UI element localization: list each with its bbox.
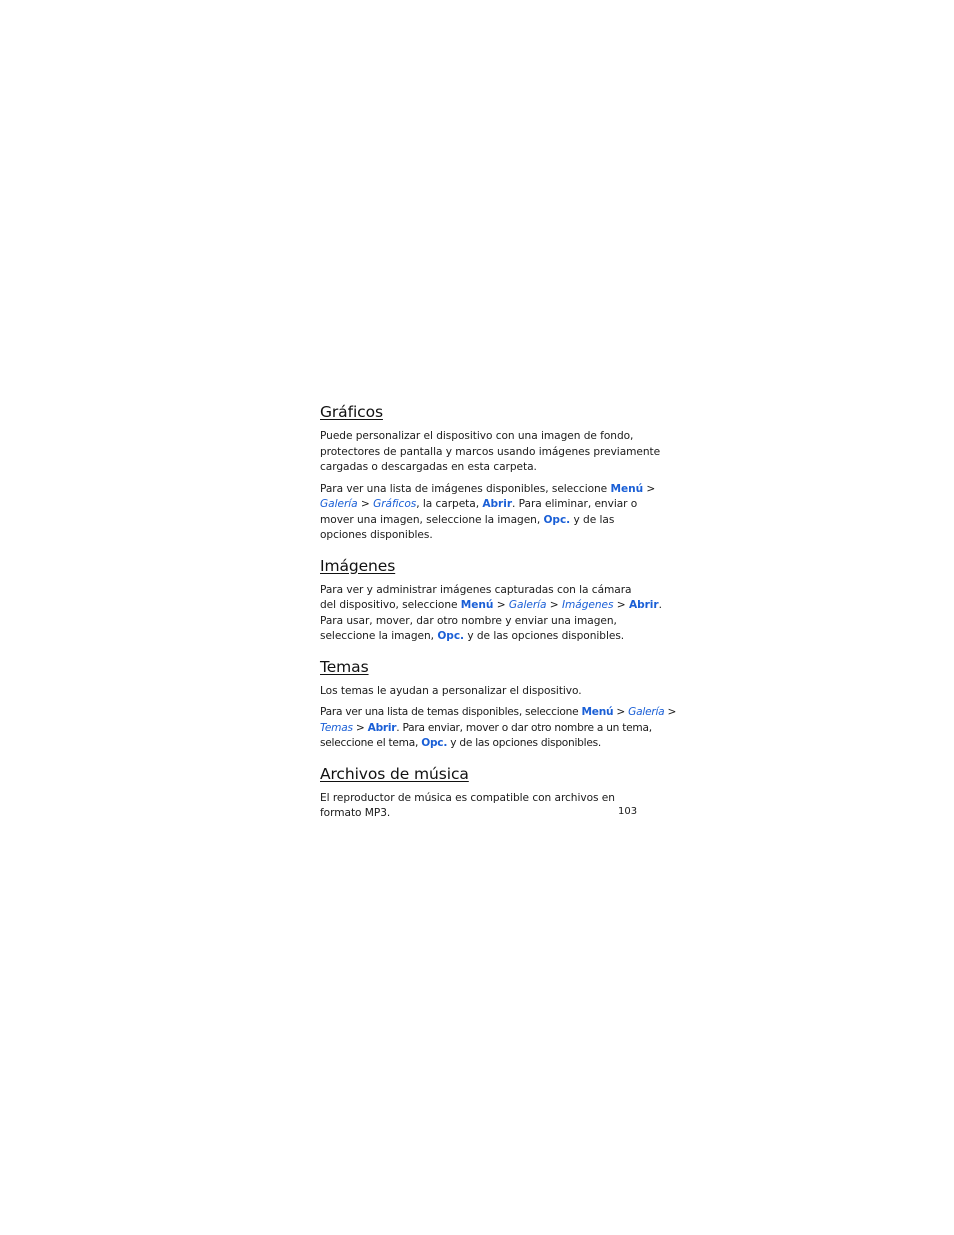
text-run: . Para eliminar, enviar o	[512, 498, 638, 510]
galeria-keyword: Galería	[628, 706, 665, 718]
temas-keyword: Temas	[320, 721, 353, 734]
menu-keyword: Menú	[610, 482, 644, 495]
text-line: Puede personalizar el dispositivo con una imagen de fondo,	[320, 430, 634, 442]
text-run: y de las	[570, 513, 615, 526]
separator: >	[357, 498, 374, 510]
paragraph	[320, 684, 636, 700]
menu-keyword: Menú	[581, 706, 614, 718]
separator: >	[664, 706, 677, 718]
text-line	[320, 721, 652, 737]
text-line: Para ver y administrar imágenes capturadas con la cámara	[320, 583, 632, 596]
separator: >	[352, 721, 368, 734]
separator: >	[613, 599, 629, 611]
text-run: y de las opciones disponibles.	[447, 737, 602, 749]
text-run: Para ver una lista de temas disponibles, seleccione	[320, 706, 582, 718]
text-line	[320, 629, 636, 645]
text-line: protectores de pantalla y marcos usando imágenes previamente	[320, 445, 661, 458]
opc-keyword: Opc.	[421, 737, 448, 749]
section-graficos	[320, 402, 661, 544]
galeria-keyword: Galería	[508, 599, 547, 611]
section-title-imagenes: Imágenes	[320, 556, 396, 575]
abrir-keyword: Abrir	[367, 721, 397, 734]
text-line	[320, 497, 636, 513]
galeria-keyword: Galería	[320, 498, 358, 510]
section-title-graficos: Gráficos	[320, 403, 383, 421]
text-line	[320, 736, 636, 752]
text-run: mover una imagen, seleccione la imagen,	[320, 513, 544, 526]
text-line	[320, 705, 677, 721]
separator: >	[613, 706, 629, 718]
section-temas	[320, 657, 677, 752]
text-line: Los temas le ayudan a personalizar el dispositivo.	[320, 684, 582, 697]
text-line	[320, 598, 662, 614]
text-run: , la carpeta,	[416, 498, 483, 510]
text-run: y de las opciones disponibles.	[464, 630, 625, 642]
paragraph	[320, 429, 661, 476]
section-title-archivos-de-musica: Archivos de música	[320, 764, 469, 783]
text-run: seleccione la imagen,	[320, 630, 438, 642]
paragraph	[320, 791, 636, 822]
imagenes-keyword: Imágenes	[561, 599, 614, 611]
page-number: 103	[618, 806, 638, 817]
text-run: Para ver una lista de imágenes disponibles, seleccione	[320, 482, 611, 495]
separator: >	[546, 599, 562, 611]
separator: >	[493, 599, 509, 611]
separator: >	[643, 482, 656, 495]
text-line: formato MP3.	[320, 807, 391, 819]
text-line: opciones disponibles.	[320, 529, 433, 541]
abrir-keyword: Abrir	[482, 498, 512, 510]
graficos-keyword: Gráficos	[373, 498, 417, 510]
page-content	[320, 402, 677, 834]
text-run: . Para enviar, mover o dar otro nombre a un tema,	[396, 721, 652, 734]
text-line: cargadas o descargadas en esta carpeta.	[320, 461, 537, 473]
text-line	[320, 513, 636, 529]
text-line: El reproductor de música es compatible con archivos en	[320, 791, 615, 804]
text-run: del dispositivo, seleccione	[320, 599, 461, 611]
opc-keyword: Opc.	[543, 513, 571, 526]
abrir-keyword: Abrir	[628, 599, 659, 611]
text-run: .	[658, 599, 662, 611]
menu-keyword: Menú	[460, 599, 494, 611]
section-imagenes	[320, 556, 662, 645]
opc-keyword: Opc.	[437, 630, 465, 642]
section-title-temas: Temas	[320, 657, 369, 676]
paragraph	[320, 705, 677, 752]
text-line	[320, 482, 656, 498]
text-run: seleccione el tema,	[320, 737, 422, 749]
paragraph	[320, 583, 662, 645]
text-line: Para usar, mover, dar otro nombre y enviar una imagen,	[320, 614, 617, 627]
paragraph	[320, 482, 656, 544]
section-archivos-de-musica	[320, 764, 636, 822]
